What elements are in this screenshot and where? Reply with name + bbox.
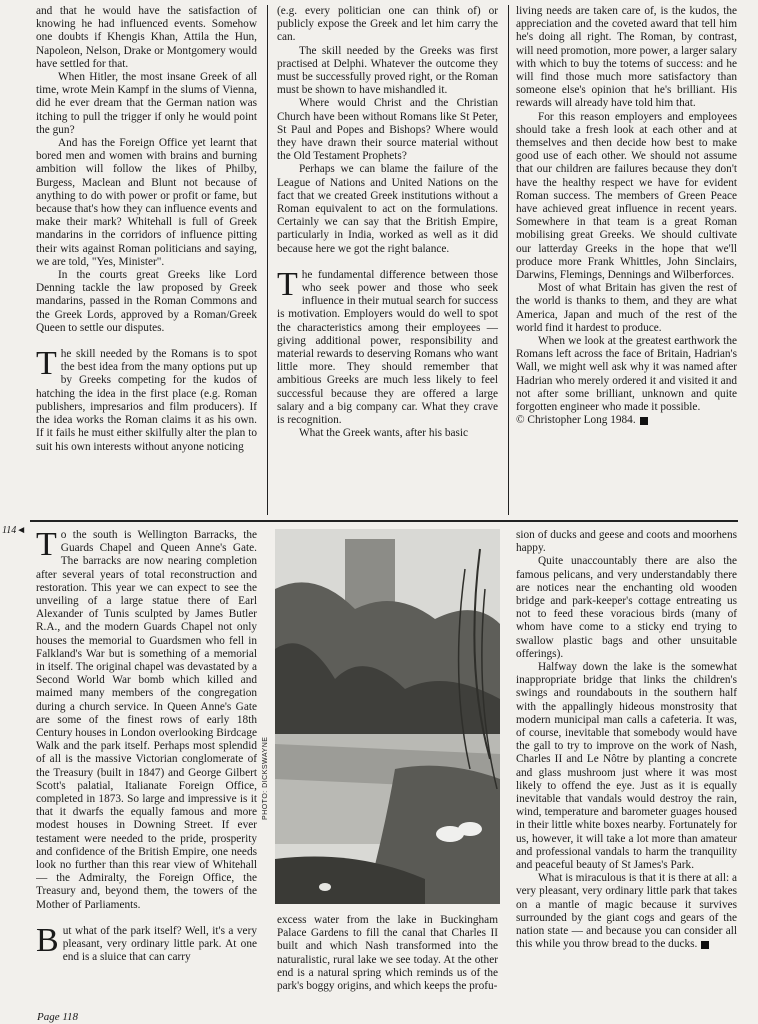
photo-credit: PHOTO: DICKSWAYNE	[262, 736, 269, 820]
copyright-line: © Christopher Long 1984.	[516, 414, 737, 427]
top-column-2	[277, 5, 498, 519]
end-mark-icon	[640, 417, 648, 425]
lake-photo-illustration	[275, 529, 500, 904]
bottom-column-3	[516, 529, 737, 1007]
paragraph: The skill needed by the Greeks was first practised at Delphi. Whatever the outcome they must be successfully proved right, or the Roman must be shown to have mishandled it.	[277, 44, 498, 97]
paragraph: Most of what Britain has given the rest of the world is thanks to them, and they are what America, Japan and much of the rest of the world find it hardest to produce.	[516, 282, 737, 334]
dropcap-paragraph: To the south is Wellington Barracks, the Guards Chapel and Queen Anne's Gate. The barracks are now nearing completion after several years of total reconstruction and restoration. This year we can expect to see the unveiling of a large statue there of Earl Alexander of Tunis sculpted by James Butler R.A., and the modern Guards Chapel not only houses the memorial to Guardsmen who fell in Falkland's War but is something of a memorial in itself. The original chapel was devastated by a Second World War bomb which killed and maimed many members of the congregation during a church service. In Queen Anne's Gate are some of the finest rows of early 18th Century houses in London overlooking Birdcage Walk and the park itself. Perhaps most splendid of all is the massive Victorian conglomerate of the Treasury (built in 1847) and George Gilbert Scott's palatial, Italianate Foreign Office, completed in 1873. So large and impressive is it that it dwarfs the equally famous and more modest houses in Downing Street. If ever testament were needed to the pride, prosperity and confidence of the British Empire, one needs look no further than this rear view of Whitehall — the Admiralty, the Foreign Office, the Treasury and, beyond them, the towers of the Mother of Parliaments.	[36, 529, 257, 911]
paragraph: For this reason employers and employees should take a fresh look at each other and at themselves and then decide how best to make good use of each other. We should not assume that our children are failures because they don't have the healthy respect we have for evident Roman success. The members of Green Peace have achieved great influence in recent years. Somewhere in that team is a great Roman mobilising great Greeks. We should cultivate our latterday Greeks in the hope that we'll produce more Frank Whittles, John Sinclairs, Darwins, Flemings, Dennings and Wilberforces.	[516, 110, 737, 282]
paragraph: When Hitler, the most insane Greek of all time, wrote Mein Kampf in the slums of Vienna, did he ever dream that the German nation was itching to pull the trigger if only he would point the gun?	[36, 71, 257, 136]
dropcap-paragraph: But what of the park itself? Well, it's a very pleasant, very ordinary little park. At one end is a sluice that can carry	[36, 921, 257, 964]
continuation-marker: 114◄	[2, 525, 27, 536]
paragraph: When we look at the greatest earthwork the Romans left across the face of Britain, Hadrian's Wall, we might well ask why it was named after Hadrian who merely ordered it and visited it and not after some brilliant, unknown and quite forgotten engineer who made it possible.	[516, 335, 737, 414]
paragraph: Perhaps we can blame the failure of the League of Nations and United Nations on the fact that we created Greek institutions without a Roman equivalent to act on the formulations. Certainly we can say that the British Empire, particularly in India, worked as well as it did because here we got the right balance.	[277, 163, 498, 255]
paragraph: In the courts great Greeks like Lord Denning tackle the law proposed by Greek mandarins, passed in the Roman Commons and the Greek Lords, approved by a Roman/Greek Queen to settle our disputes.	[36, 269, 257, 334]
dropcap-paragraph: The skill needed by the Romans is to spot the best idea from the many options put up by Greeks competing for the kudos of hatching the idea in the first place (e.g. Roman publishers, impresarios and film producers). If the idea works the Roman claims it as his own. If it fails he must either skilfully alter the plan to suit his own interests without anyone noticing	[36, 345, 257, 453]
top-column-1	[36, 5, 257, 519]
paragraph: What is miraculous is that it is there at all: a very pleasant, very ordinary little park that takes on a mantle of magic because it survives surrounded by the giant cogs and gears of the nation state — and because you can consider all this while you throw bread to the ducks.	[516, 872, 737, 951]
bottom-column-2	[277, 914, 498, 1009]
drop-cap: B	[36, 921, 59, 959]
dropcap-paragraph: The fundamental difference between those who seek power and those who seek influence in their mutual search for success is motivation. Employers would do well to spot the characteristics among their employees — giving additional power, responsibility and material rewards to deserving Romans who want little more. They should remember that ambitious Greeks are much less likely to feel successful because they are offered a large salary and a big company car. What they crave is recognition.	[277, 265, 498, 427]
paragraph: (e.g. every politician one can think of) or publicly expose the Greek and let him carry the can.	[277, 5, 498, 44]
paragraph: sion of ducks and geese and coots and moorhens happy.	[516, 529, 737, 555]
paragraph: living needs are taken care of, is the kudos, the appreciation and the coveted award that tell him he's doing all right. The Roman, by contrast, will need promotion, more power, a larger salary with which to buy the totems of success: and he will find those much more satisfactory than someone else's opinion that he's brilliant. His rewards will already have told him that.	[516, 5, 737, 110]
paragraph: Quite unaccountably there are also the famous pelicans, and very understandably there are notices near the enchanting old wooden bridge and park-keeper's cottage entreating us not to feed these voracious birds (many of whom have come to a sticky end trying to swallow plastic bags and other unsuitable offerings).	[516, 555, 737, 660]
paragraph: And has the Foreign Office yet learnt that bored men and women with brains and burning ambition will follow the likes of Philby, Burgess, Maclean and Blunt not because of anything to do with power or profit or fame, but because that's how they can influence events and make their mark? Whitehall is full of Greek mandarins in the corridors of influence pitting their wits against Roman politicians and saying, we are told, "Yes, Minister".	[36, 137, 257, 268]
paragraph: Halfway down the lake is the somewhat inappropriate bridge that links the children's swings and roundabouts in the southern half with the appallingly hideous monstrosity that modern municipal man calls a cafeteria. It was, of course, inevitable that somebody would have the gall to try to improve on the work of Nash, Charles II and Le Nôtre by planting a concrete and glass mushroom just where it was most likely to offend the eye. Just as it is equally inevitable that vandals would destroy the rain, wind, temperature and barometer guages housed in their little white boxes nearby. Fortunately for us, however, it will take a lot more than amateur and professional vandals to harm the tranquility and peaceful beauty of St James's Park.	[516, 661, 737, 872]
drop-cap: T	[277, 265, 298, 303]
paragraph: and that he would have the satisfaction of knowing he had influenced events. Somehow one doubts if Khengis Khan, Attila the Hun, Napoleon, Nelson, Drake or Montgomery would have settled for that.	[36, 5, 257, 70]
paragraph: excess water from the lake in Buckingham Palace Gardens to fill the canal that Charles II built and which Nash transformed into the naturalistic, rural lake we see today. At the other end is a natural spring which reminds us of the park's boggy origins, and which keeps the profu-	[277, 914, 498, 993]
page-number: Page 118	[37, 1011, 79, 1023]
drop-cap: T	[36, 529, 57, 563]
drop-cap: T	[36, 345, 57, 383]
column-divider	[267, 5, 268, 515]
bottom-column-1	[36, 529, 257, 1007]
lake-photo	[275, 529, 500, 904]
paragraph: Where would Christ and the Christian Church have been without Romans like St Peter, St Paul and Popes and Bishops? Where would they have drawn their source material without the Old Testament Prophets?	[277, 97, 498, 163]
top-column-3	[516, 5, 737, 519]
column-divider	[508, 5, 509, 515]
paragraph: What the Greek wants, after his basic	[299, 427, 469, 440]
section-separator	[30, 520, 738, 522]
end-mark-icon	[701, 941, 709, 949]
